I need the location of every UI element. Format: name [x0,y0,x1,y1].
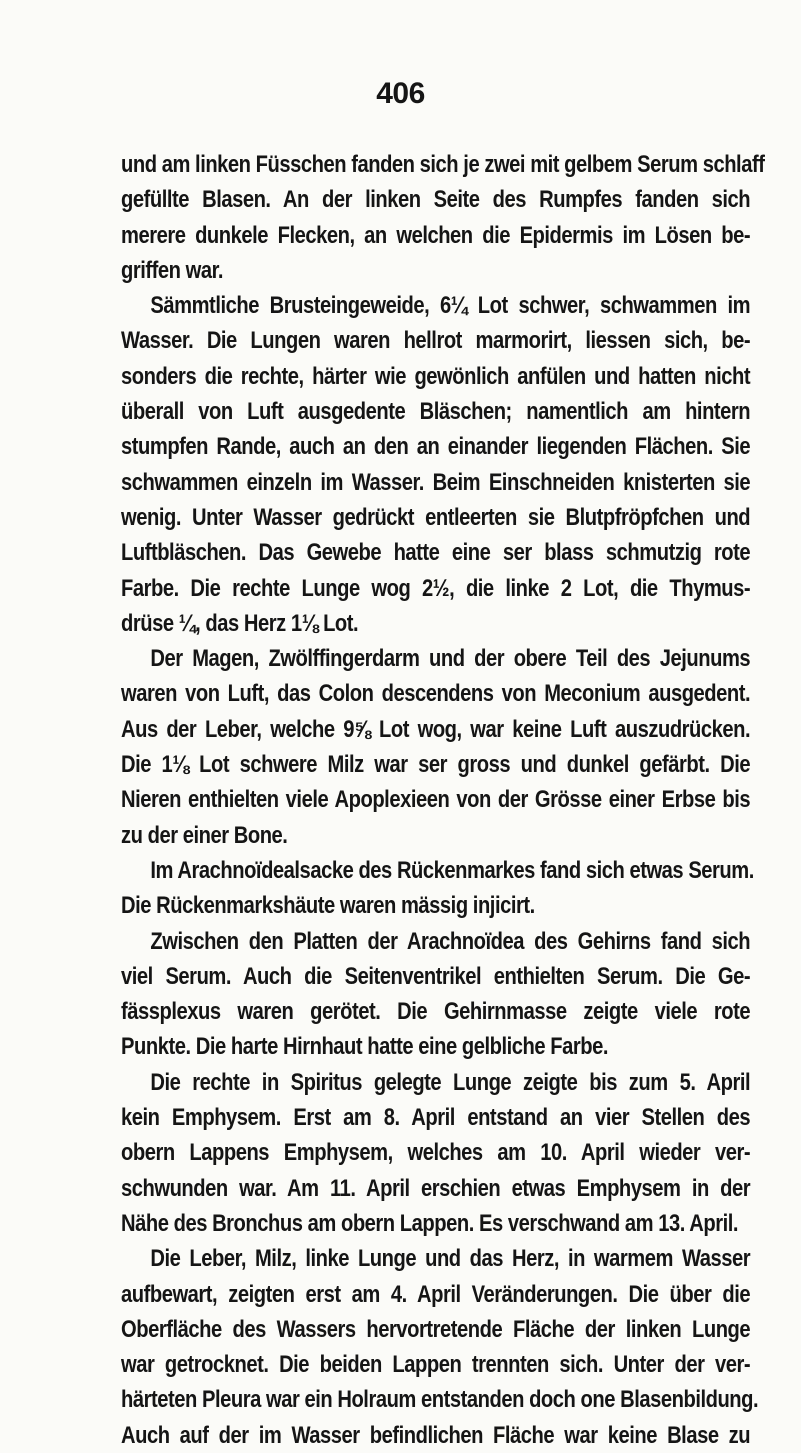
text-line: kein Emphysem. Erst am 8. April entstand an vier Stellen des [121,1104,751,1132]
text-line: Im Arachnoïdealsacke des Rückenmarkes fand sich etwas Serum. [150,856,754,884]
text-line: wenig. Unter Wasser gedrückt entleerten sie Blutpfröpfchen und [121,503,751,531]
text-line: drüse ¼, das Herz 1⅛ Lot. [121,609,359,637]
text-line: Luftbläschen. Das Gewebe hatte eine ser blass schmutzig rote [121,539,751,567]
text-line: Die Leber, Milz, linke Lunge und das Herz, in warmem Wasser [150,1245,751,1273]
text-line: waren von Luft, das Colon descendens von Meconium ausgedent. [121,680,751,708]
body-text [121,147,765,1453]
text-line: Punkte. Die harte Hirnhaut hatte eine gelbliche Farbe. [121,1033,609,1061]
text-line: Auch auf der im Wasser befindlichen Fläche war keine Blase zu [121,1421,751,1449]
text-line: Zwischen den Platten der Arachnoïdea des Gehirns fand sich [150,927,751,955]
text-line: war getrocknet. Die beiden Lappen trennten sich. Unter der ver- [121,1351,751,1379]
text-line: überall von Luft ausgedente Bläschen; namentlich am hintern [121,398,751,426]
text-line: Die 1⅛ Lot schwere Milz war ser gross und dunkel gefärbt. Die [121,751,751,779]
text-line: zu der einer Bone. [121,821,288,849]
text-line: viel Serum. Auch die Seitenventrikel enthielten Serum. Die Ge- [121,962,751,990]
page-number: 406 [376,77,425,110]
text-line: obern Lappens Emphysem, welches am 10. April wieder ver- [121,1139,751,1167]
text-line: Wasser. Die Lungen waren hellrot marmorirt, liessen sich, be- [121,327,751,355]
text-line: Die Rückenmarkshäute waren mässig injicirt. [121,892,535,920]
text-line: fässplexus waren gerötet. Die Gehirnmasse zeigte viele rote [121,998,751,1026]
text-line: härteten Pleura war ein Holraum entstanden doch one Blasenbildung. [121,1386,759,1414]
text-line: merere dunkele Flecken, an welchen die Epidermis im Lösen be- [121,221,751,249]
text-line: Der Magen, Zwölffingerdarm und der obere Teil des Jejunums [150,645,751,673]
text-line: griffen war. [121,256,224,284]
text-line: und am linken Füsschen fanden sich je zwei mit gelbem Serum schlaff [121,151,765,178]
text-line: Oberfläche des Wassers hervortretende Fläche der linken Lunge [121,1315,751,1343]
text-line: Aus der Leber, welche 9⅝ Lot wog, war keine Luft auszudrücken. [121,715,751,743]
text-line: gefüllte Blasen. An der linken Seite des Rumpfes fanden sich [121,186,751,214]
text-line: Die rechte in Spiritus gelegte Lunge zeigte bis zum 5. April [150,1068,751,1096]
text-line: aufbewart, zeigten erst am 4. April Veränderungen. Die über die [121,1280,751,1308]
text-line: Sämmtliche Brusteingeweide, 6¼ Lot schwer, schwammen im [150,292,751,320]
text-line: sonders die rechte, härter wie gewönlich anfülen und hatten nicht [121,362,751,390]
text-line: Farbe. Die rechte Lunge wog 2½, die linke 2 Lot, die Thymus- [121,574,751,602]
text-line: schwammen einzeln im Wasser. Beim Einschneiden knisterten sie [121,468,751,496]
text-line: Nieren enthielten viele Apoplexieen von der Grösse einer Erbse bis [121,786,751,814]
text-line: Nähe des Bronchus am obern Lappen. Es verschwand am 13. April. [121,1209,739,1237]
text-line: stumpfen Rande, auch an den an einander liegenden Flächen. Sie [121,433,751,461]
text-line: schwunden war. Am 11. April erschien etwas Emphysem in der [121,1174,751,1202]
